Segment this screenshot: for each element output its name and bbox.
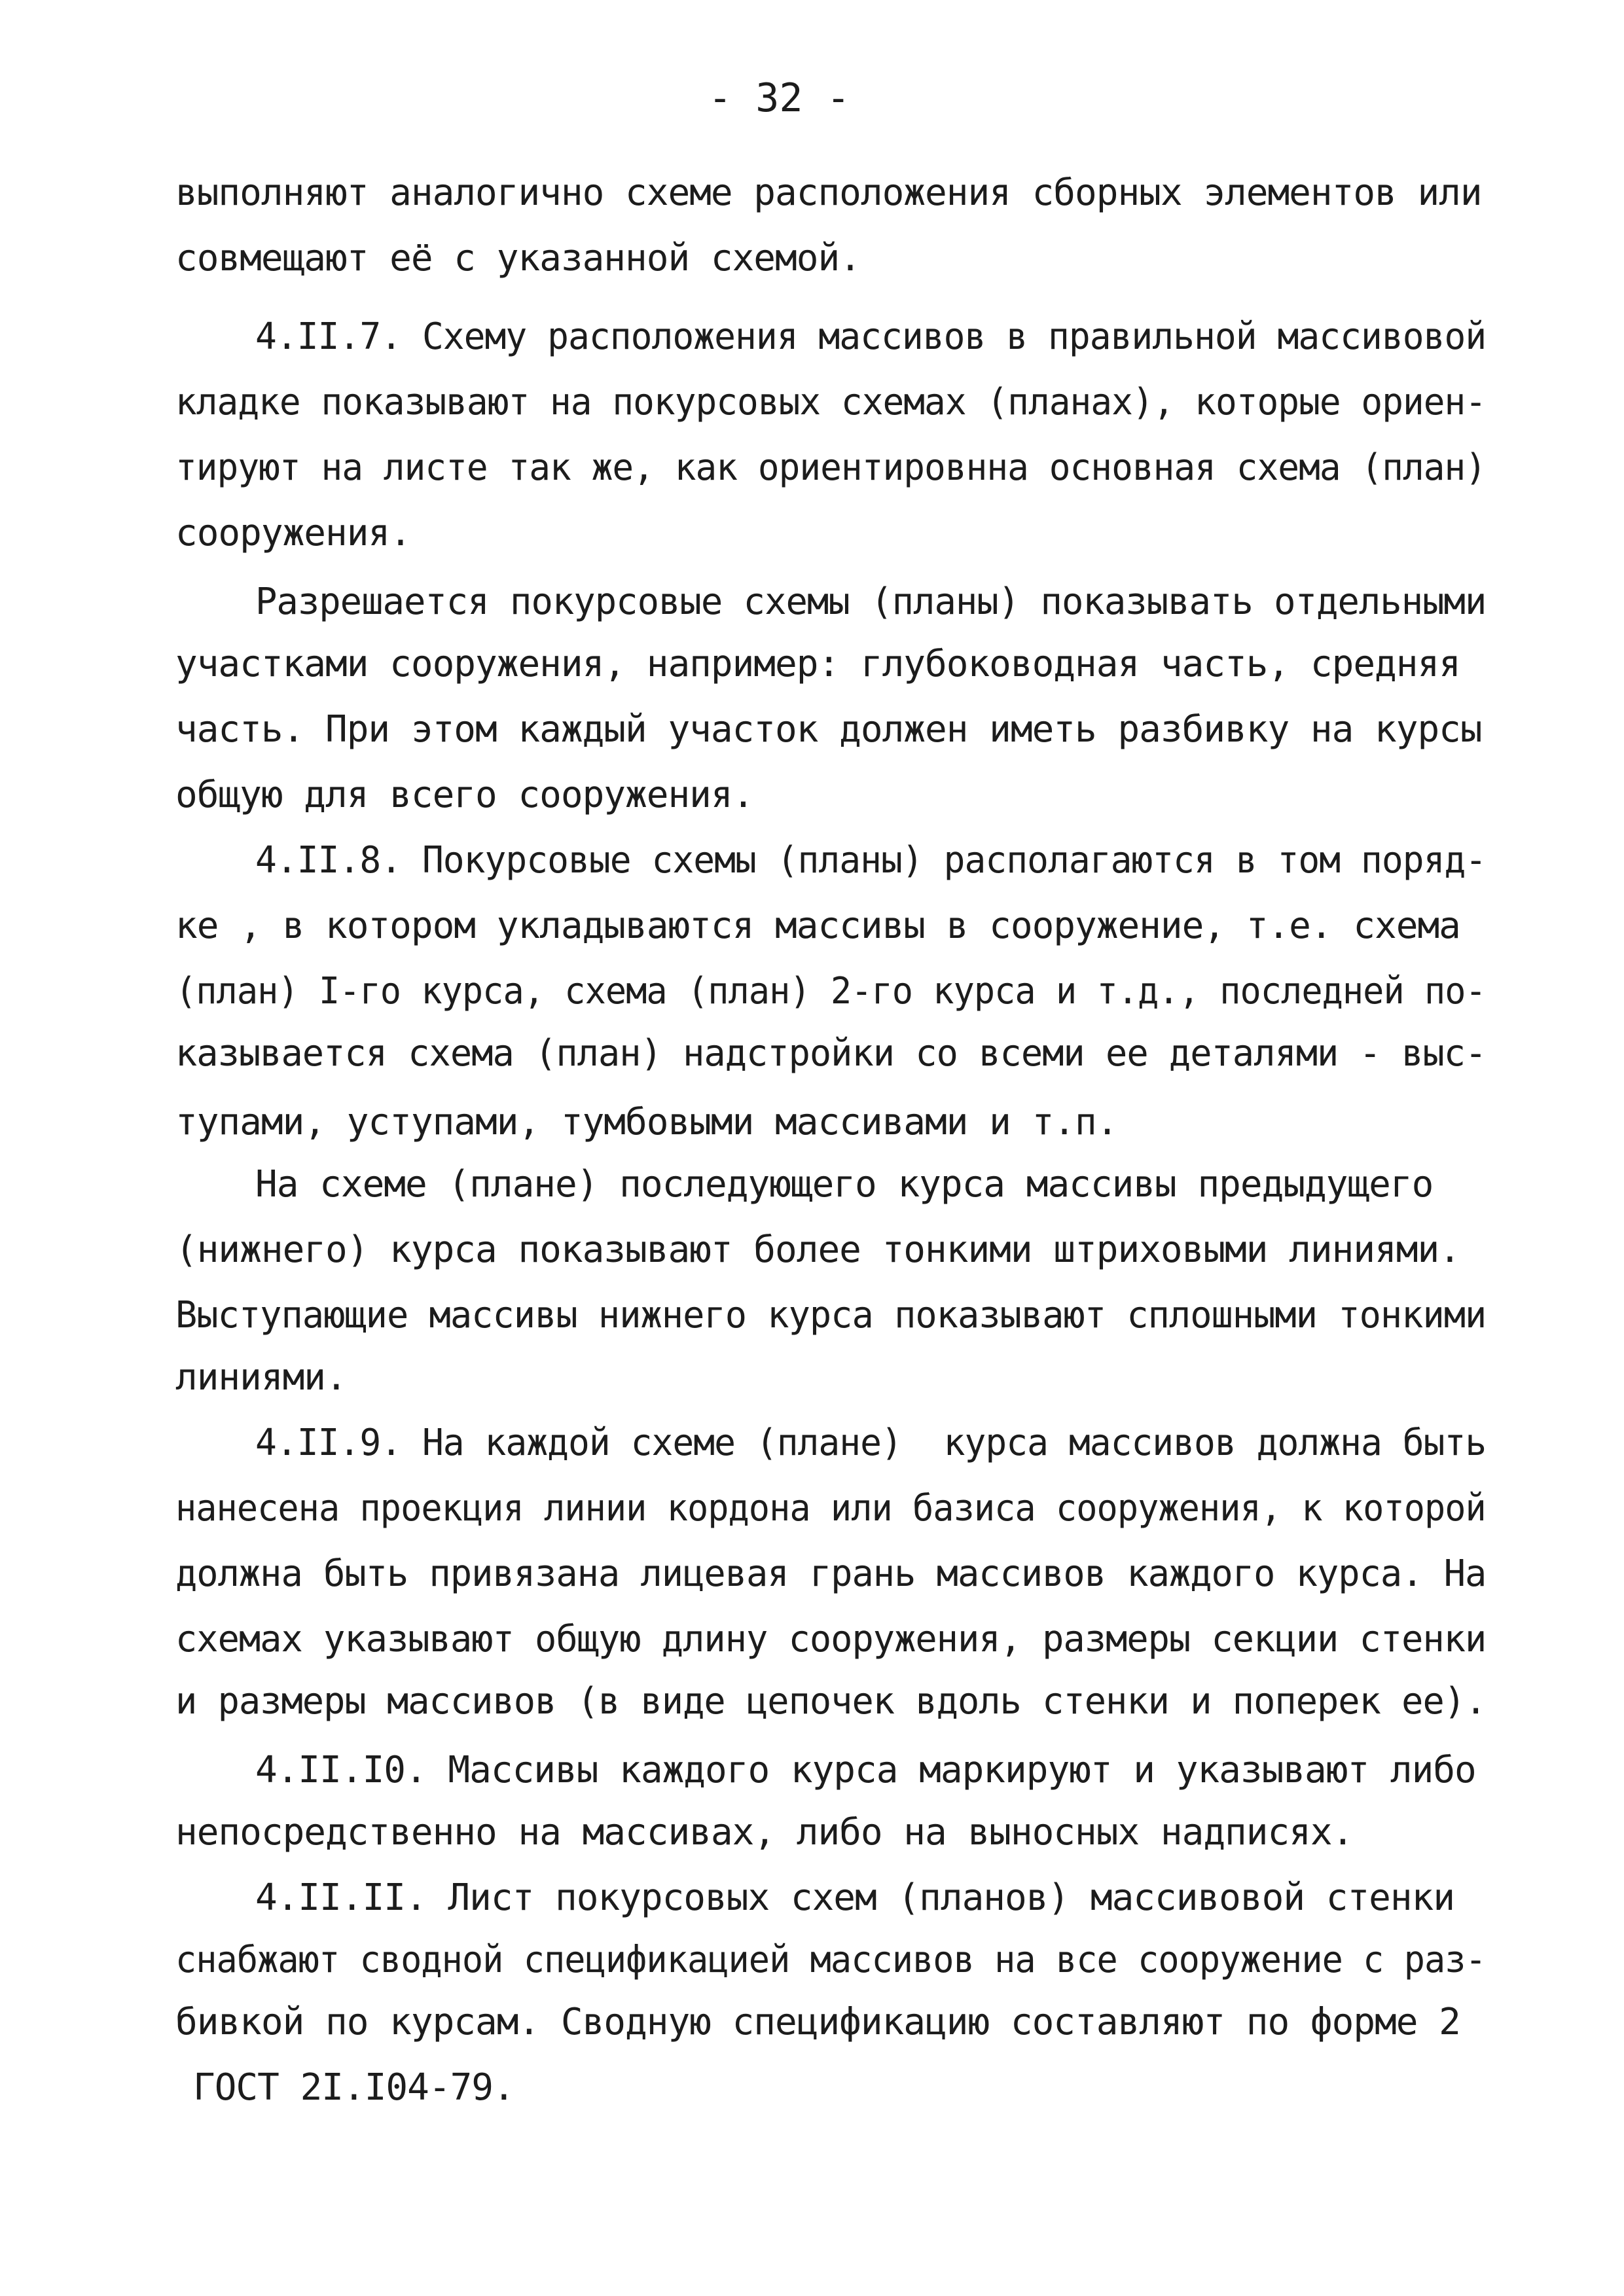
text-line: совмещают её с указанной схемой. <box>175 237 861 279</box>
text-line: участками сооружения, например: глубоководная часть, средняя <box>175 643 1460 685</box>
text-line: бивкой по курсам. Сводную спецификацию составляют по форме 2 <box>175 2001 1460 2043</box>
paragraph-start: 4.II.I0. Массивы каждого курса маркируют и указывают либо <box>255 1749 1476 1791</box>
text-line: тируют на листе так же, как ориентировнна основная схема (план) <box>175 446 1487 489</box>
paragraph-start: Разрешается покурсовые схемы (планы) показывать отдельными <box>255 581 1487 623</box>
page-number: - 32 - <box>708 75 850 121</box>
paragraph-start: 4.II.II. Лист покурсовых схем (планов) массивовой стенки <box>255 1876 1455 1919</box>
text-line: нанесена проекция линии кордона или базиса сооружения, к которой <box>175 1487 1486 1530</box>
text-line: Выступающие массивы нижнего курса показывают сплошными тонкими <box>175 1294 1487 1336</box>
text-line: схемах указывают общую длину сооружения, размеры секции стенки <box>175 1618 1487 1660</box>
text-line: выполняют аналогично схеме расположения сборных элементов или <box>175 171 1482 214</box>
text-line: тупами, уступами, тумбовыми массивами и т.п. <box>175 1101 1118 1143</box>
text-line: сооружения. <box>175 512 411 554</box>
paragraph-start: 4.II.8. Покурсовые схемы (планы) располагаются в том поряд- <box>255 839 1487 882</box>
text-line: должна быть привязана лицевая грань массивов каждого курса. На <box>175 1552 1487 1595</box>
text-line: казывается схема (план) надстройки со всеми ее деталями - выс- <box>175 1032 1487 1075</box>
text-line: снабжают сводной спецификацией массивов на все сооружение с раз- <box>175 1939 1486 1981</box>
paragraph-start: 4.II.9. На каждой схеме (плане) курса массивов должна быть <box>255 1422 1487 1464</box>
text-line: непосредственно на массивах, либо на выносных надписях. <box>175 1811 1354 1854</box>
text-line: (план) I-го курса, схема (план) 2-го курса и т.д., последней по- <box>175 970 1486 1013</box>
text-line: ГОСТ 2I.I04-79. <box>193 2066 514 2109</box>
text-line: линиями. <box>175 1356 347 1399</box>
text-line: (нижнего) курса показывают более тонкими штриховыми линиями. <box>175 1229 1460 1271</box>
text-line: часть. При этом каждый участок должен иметь разбивку на курсы <box>175 708 1482 751</box>
text-line: и размеры массивов (в виде цепочек вдоль стенки и поперек ее). <box>175 1680 1487 1723</box>
paragraph-start: 4.II.7. Схему расположения массивов в правильной массивовой <box>255 315 1487 358</box>
text-line: кладке показывают на покурсовых схемах (планах), которые ориен- <box>175 381 1487 423</box>
text-line: общую для всего сооружения. <box>175 774 754 816</box>
paragraph-start: На схеме (плане) последующего курса массивы предыдущего <box>255 1163 1434 1206</box>
text-line: ке , в котором укладываются массивы в сооружение, т.е. схема <box>175 905 1460 947</box>
